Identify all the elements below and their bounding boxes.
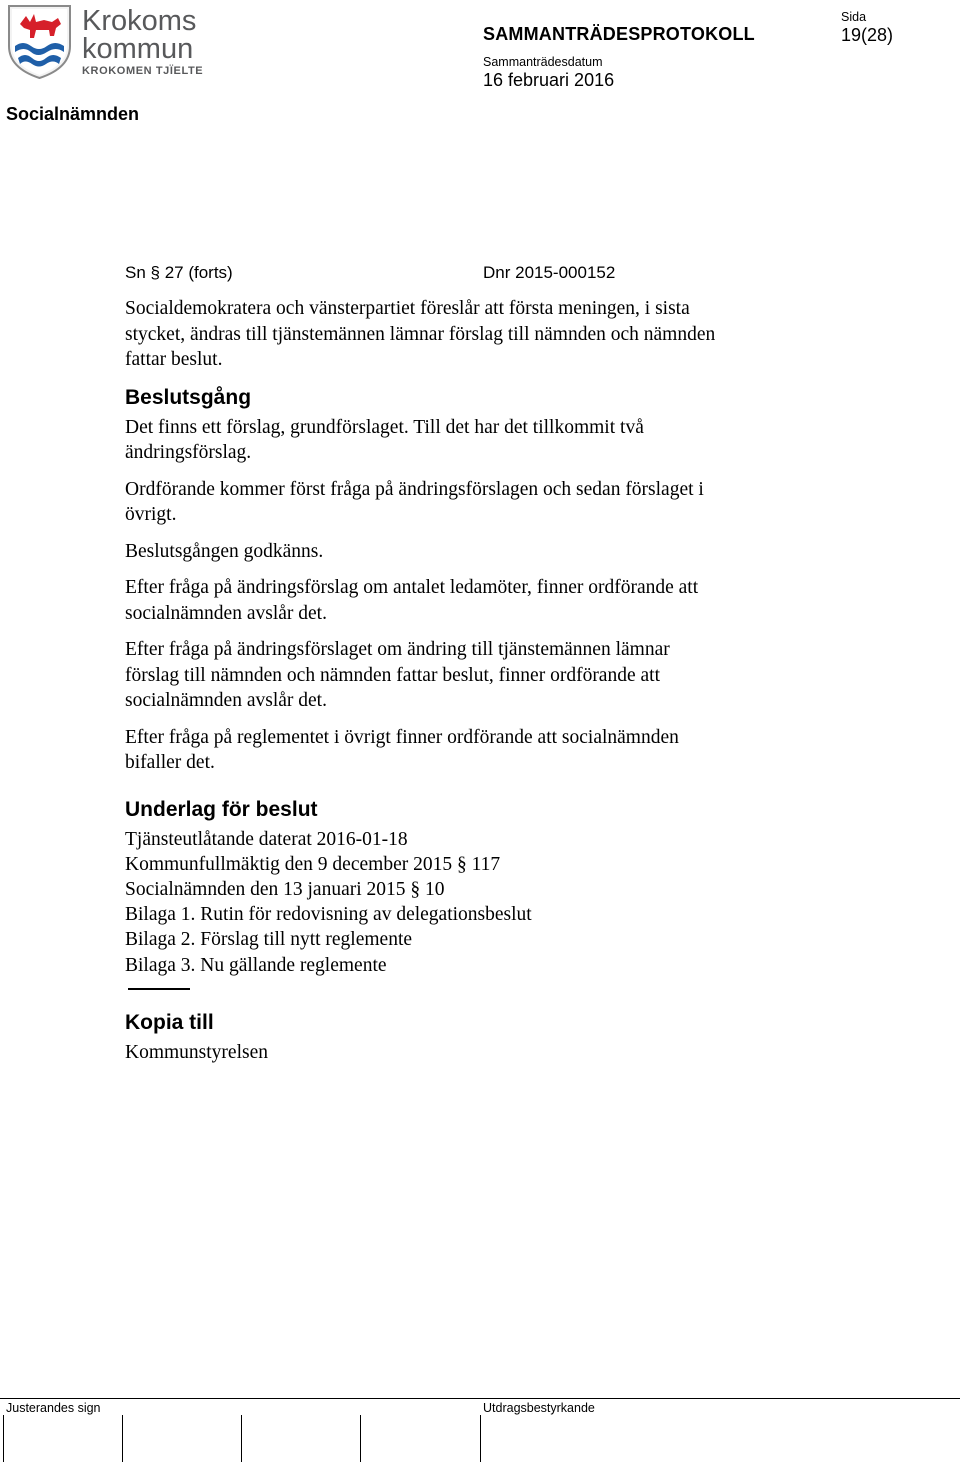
signature-box-divider: [241, 1415, 242, 1462]
list-item: Socialnämnden den 13 januari 2015 § 10: [125, 878, 445, 900]
signature-box-divider: [3, 1415, 4, 1462]
page-number: 19(28): [841, 25, 894, 45]
page-label: Sida: [841, 10, 867, 24]
underlag-heading: Underlag för beslut: [125, 797, 318, 821]
list-item: Bilaga 3. Nu gällande reglemente: [125, 954, 387, 976]
footer-divider: [0, 1398, 960, 1399]
list-item: Bilaga 2. Förslag till nytt reglemente: [125, 929, 413, 951]
intro-paragraph: Socialdemokratera och vänsterpartiet föreslår att första meningen, i sista stycket, ändras till tjänstemännen lämnar förslag till nämnden och nämnden fattar beslut.: [125, 298, 716, 370]
kopia-heading: Kopia till: [125, 1010, 214, 1034]
section-divider: [128, 988, 190, 990]
beslutsgang-paragraph-5: Efter fråga på ändringsförslaget om ändring till tjänstemännen lämnar förslag till nämnden och nämnden fattar beslut, finner ordförande att socialnämnden avslår det.: [125, 639, 670, 711]
committee-name: Socialnämnden: [6, 104, 140, 124]
case-number: Dnr 2015-000152: [483, 263, 616, 282]
meeting-date-value: 16 februari 2016: [483, 70, 615, 90]
logo-tagline: KROKOMEN TJÏELTE: [82, 65, 204, 77]
beslutsgang-paragraph-4: Efter fråga på ändringsförslag om antalet ledamöter, finner ordförande att socialnämnden avslår det.: [125, 577, 699, 624]
krokoms-kommun-logo: [6, 2, 206, 82]
extract-label: Utdragsbestyrkande: [483, 1401, 595, 1415]
minutes-body: [125, 296, 825, 1076]
beslutsgang-paragraph-1: Det finns ett förslag, grundförslaget. Till det har det tillkommit två ändringsförslag.: [125, 416, 644, 463]
meeting-date-label: Sammanträdesdatum: [483, 55, 603, 69]
kopia-recipient: Kommunstyrelsen: [125, 1041, 268, 1063]
paragraph-reference: Sn § 27 (forts): [125, 263, 233, 282]
beslutsgang-paragraph-6: Efter fråga på reglementet i övrigt finner ordförande att socialnämnden bifaller det.: [125, 726, 679, 773]
beslutsgang-paragraph-2: Ordförande kommer först fråga på ändringsförslagen och sedan förslaget i övrigt.: [125, 478, 704, 525]
logo-name-line2: kommun: [82, 33, 194, 65]
document-title: SAMMANTRÄDESPROTOKOLL: [483, 24, 755, 44]
list-item: Bilaga 1. Rutin för redovisning av delegationsbeslut: [125, 904, 532, 926]
list-item: Tjänsteutlåtande daterat 2016-01-18: [125, 828, 408, 850]
sign-label: Justerandes sign: [6, 1401, 101, 1415]
beslutsgang-paragraph-3: Beslutsgången godkänns.: [125, 540, 324, 562]
signature-box-divider: [360, 1415, 361, 1462]
signature-box-divider: [480, 1415, 481, 1462]
coat-of-arms-icon: [6, 2, 206, 82]
logo-name-line1: Krokoms: [82, 5, 197, 37]
underlag-list: [125, 827, 825, 978]
signature-box-divider: [122, 1415, 123, 1462]
beslutsgang-heading: Beslutsgång: [125, 385, 252, 409]
list-item: Kommunfullmäktig den 9 december 2015 § 117: [125, 853, 501, 875]
